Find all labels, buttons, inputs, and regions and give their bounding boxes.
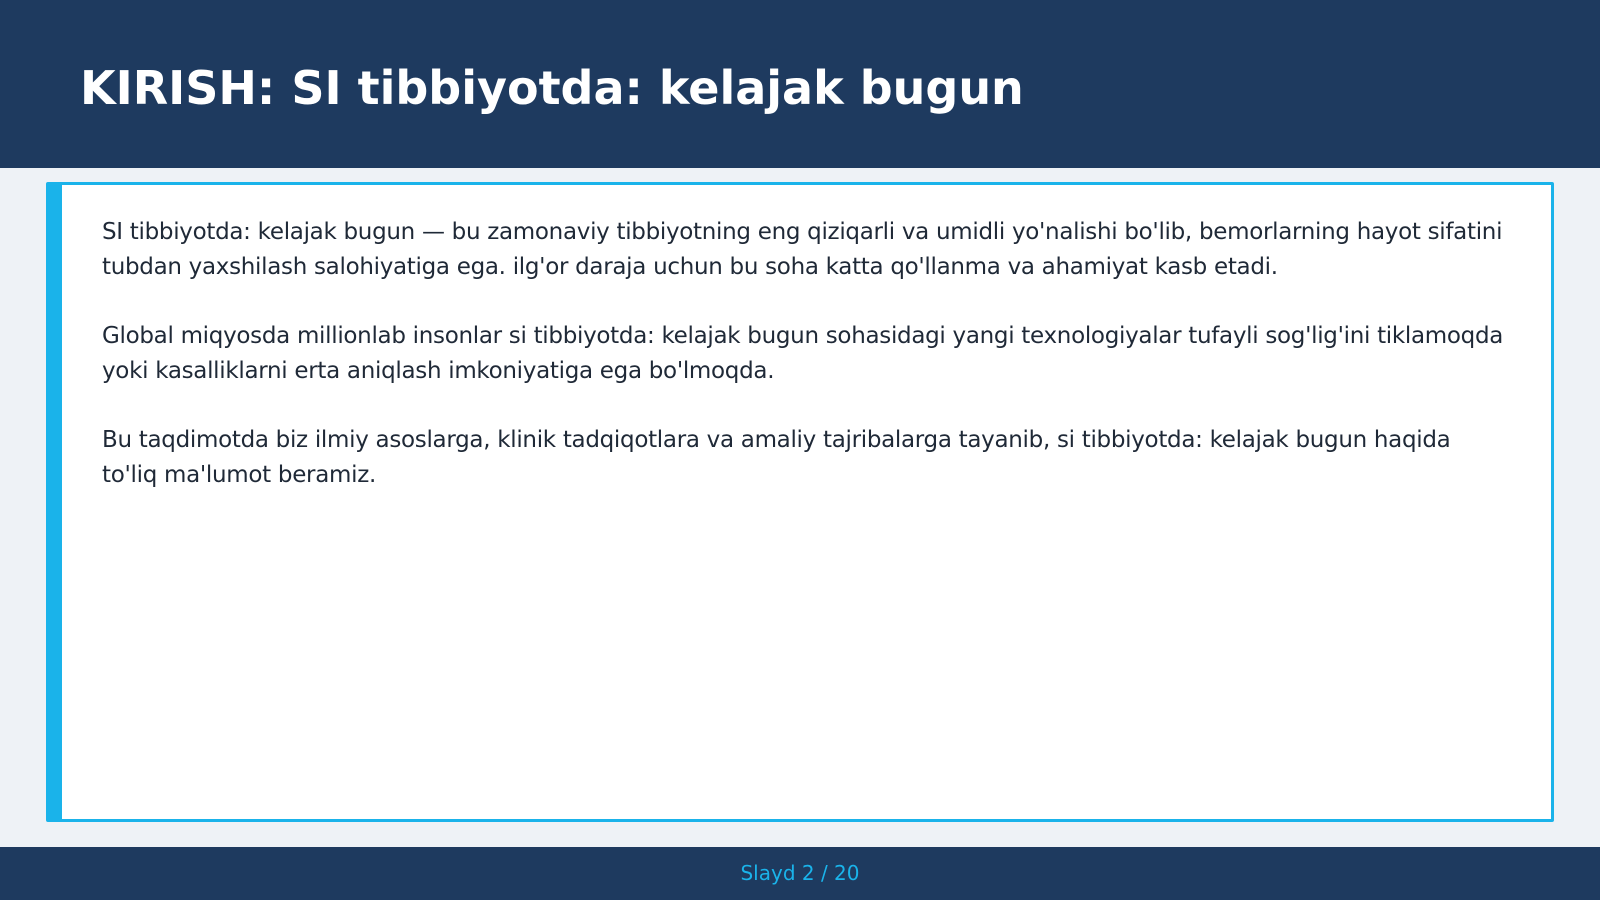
- slide-title: KIRISH: SI tibbiyotda: kelajak bugun: [80, 61, 1024, 115]
- paragraph-3: Bu taqdimotda biz ilmiy asoslarga, klinik tadqiqotlara va amaliy tajribalarga tayanib, si tibbiyotda: kelajak bugun haqida to'liq ma'lumot beramiz.: [102, 427, 1451, 488]
- slide-footer: [0, 847, 1600, 900]
- slide-header: [0, 0, 1600, 168]
- paragraph-1: SI tibbiyotda: kelajak bugun — bu zamonaviy tibbiyotning eng qiziqarli va umidli yo'nalishi bo'lib, bemorlarning hayot sifatini tubdan yaxshilash salohiyatiga ega. ilg'or daraja uchun bu soha katta qo'llanma va ahamiyat kasb etadi.: [102, 219, 1503, 280]
- paragraph-2: Global miqyosda millionlab insonlar si tibbiyotda: kelajak bugun sohasidagi yangi texnologiyalar tufayli sog'lig'ini tiklamoqda yoki kasalliklarni erta aniqlash imkoniyatiga ega bo'lmoqda.: [102, 323, 1504, 384]
- slide-counter: Slayd 2 / 20: [740, 861, 860, 885]
- content-box: [46, 182, 1554, 822]
